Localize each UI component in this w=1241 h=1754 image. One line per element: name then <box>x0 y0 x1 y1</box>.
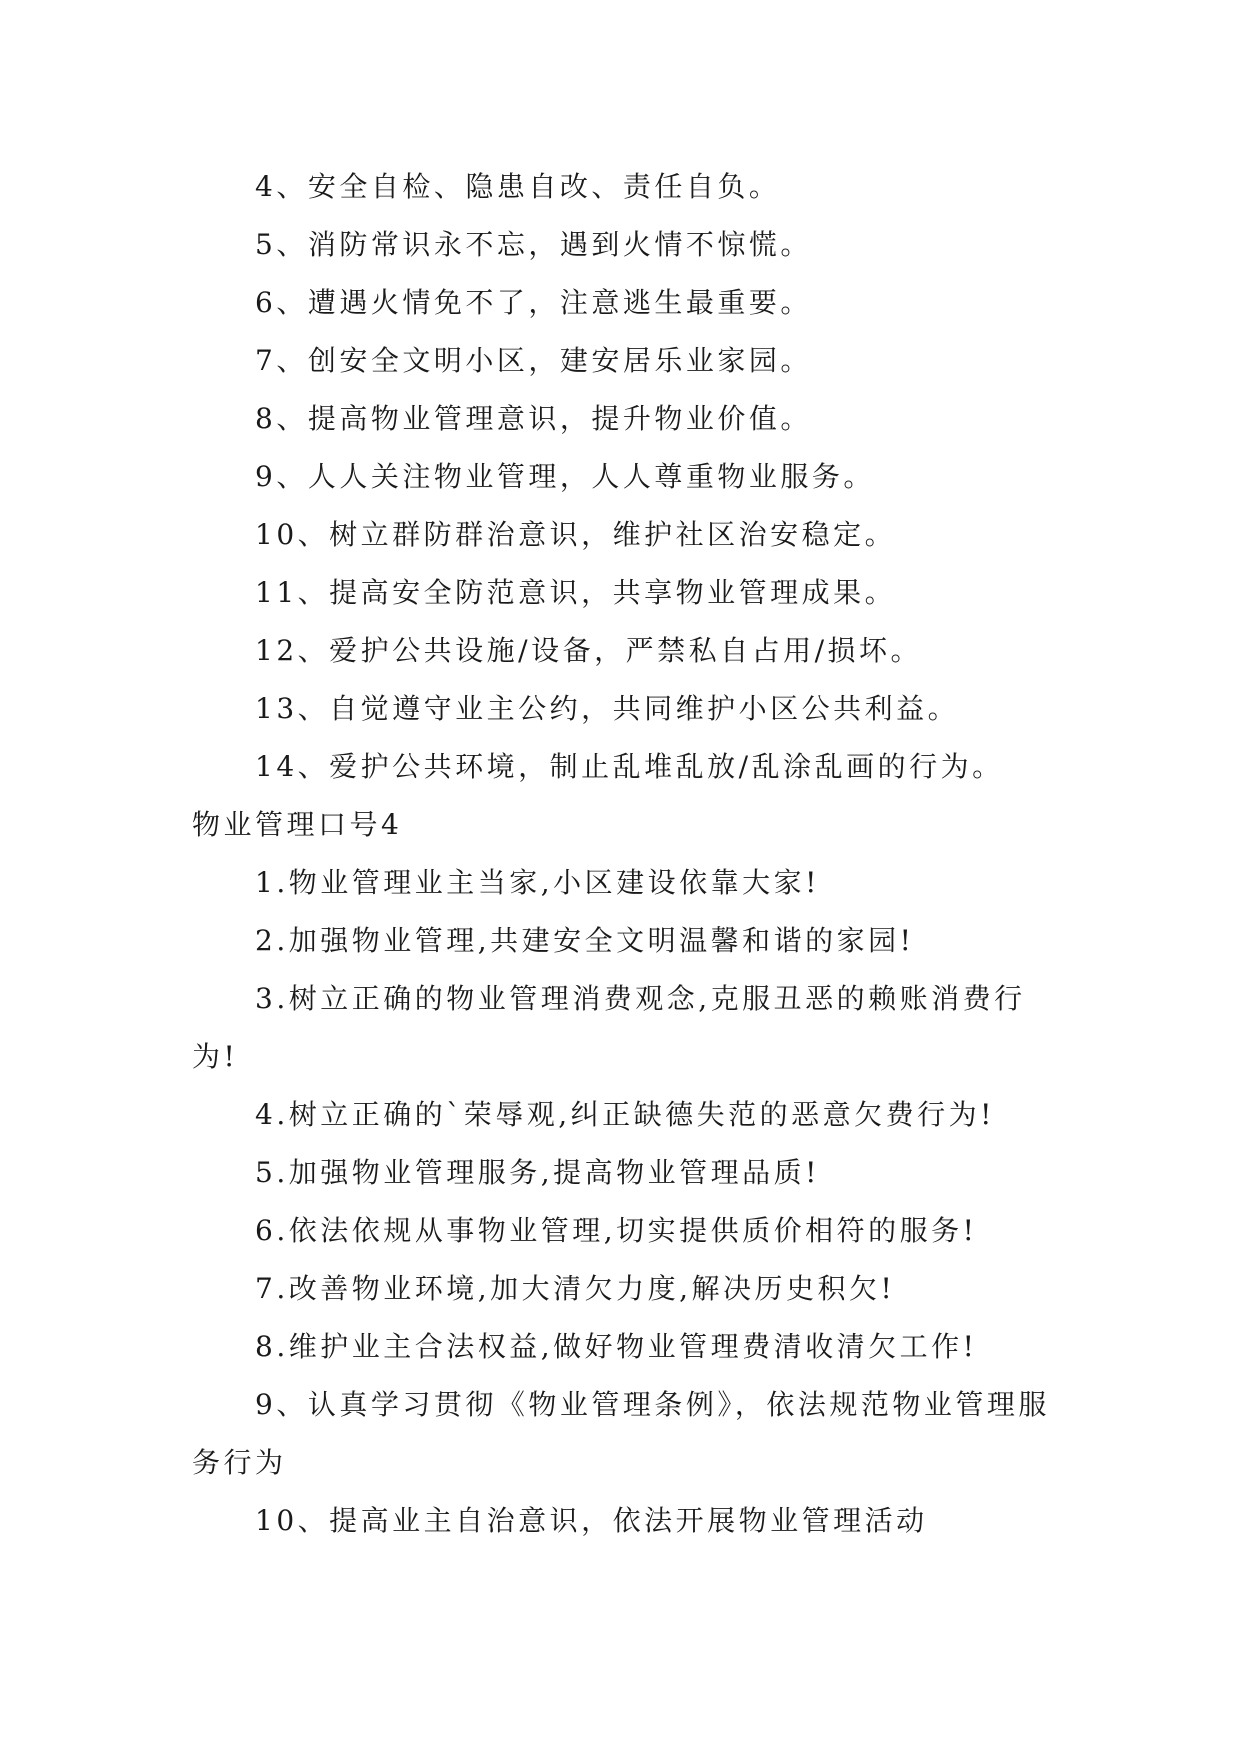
slogan-item: 4.树立正确的`荣辱观,纠正缺德失范的恶意欠费行为! <box>255 1098 995 1131</box>
slogan-item: 9、认真学习贯彻《物业管理条例》，依法规范物业管理服务行为 <box>192 1388 1050 1479</box>
slogan-item: 11、提高安全防范意识，共享物业管理成果。 <box>255 576 897 609</box>
slogan-item: 9、人人关注物业管理，人人尊重物业服务。 <box>255 460 875 493</box>
slogan-item: 5.加强物业管理服务,提高物业管理品质! <box>255 1156 820 1189</box>
slogan-item: 7.改善物业环境,加大清欠力度,解决历史积欠! <box>255 1272 896 1305</box>
section-heading: 物业管理口号4 <box>192 808 403 841</box>
slogan-item: 12、爱护公共设施/设备，严禁私自占用/损坏。 <box>255 634 922 667</box>
document-body <box>192 158 1052 1550</box>
slogan-item: 14、爱护公共环境，制止乱堆乱放/乱涂乱画的行为。 <box>255 750 1004 783</box>
slogan-item: 8.维护业主合法权益,做好物业管理费清收清欠工作! <box>255 1330 978 1363</box>
slogan-item: 5、消防常识永不忘，遇到火情不惊慌。 <box>255 228 812 261</box>
slogan-item: 4、安全自检、隐患自改、责任自负。 <box>255 170 781 203</box>
slogan-item: 2.加强物业管理,共建安全文明温馨和谐的家园! <box>255 924 915 957</box>
slogan-item: 8、提高物业管理意识，提升物业价值。 <box>255 402 812 435</box>
slogan-item: 6、遭遇火情免不了，注意逃生最重要。 <box>255 286 812 319</box>
slogan-item: 6.依法依规从事物业管理,切实提供质价相符的服务! <box>255 1214 978 1247</box>
slogan-item: 3.树立正确的物业管理消费观念,克服丑恶的赖账消费行为! <box>192 982 1026 1073</box>
slogan-item: 10、树立群防群治意识，维护社区治安稳定。 <box>255 518 897 551</box>
slogan-item: 1.物业管理业主当家,小区建设依靠大家! <box>255 866 820 899</box>
slogan-item: 10、提高业主自治意识，依法开展物业管理活动 <box>255 1504 928 1537</box>
slogan-item: 7、创安全文明小区，建安居乐业家园。 <box>255 344 812 377</box>
slogan-item: 13、自觉遵守业主公约，共同维护小区公共利益。 <box>255 692 960 725</box>
